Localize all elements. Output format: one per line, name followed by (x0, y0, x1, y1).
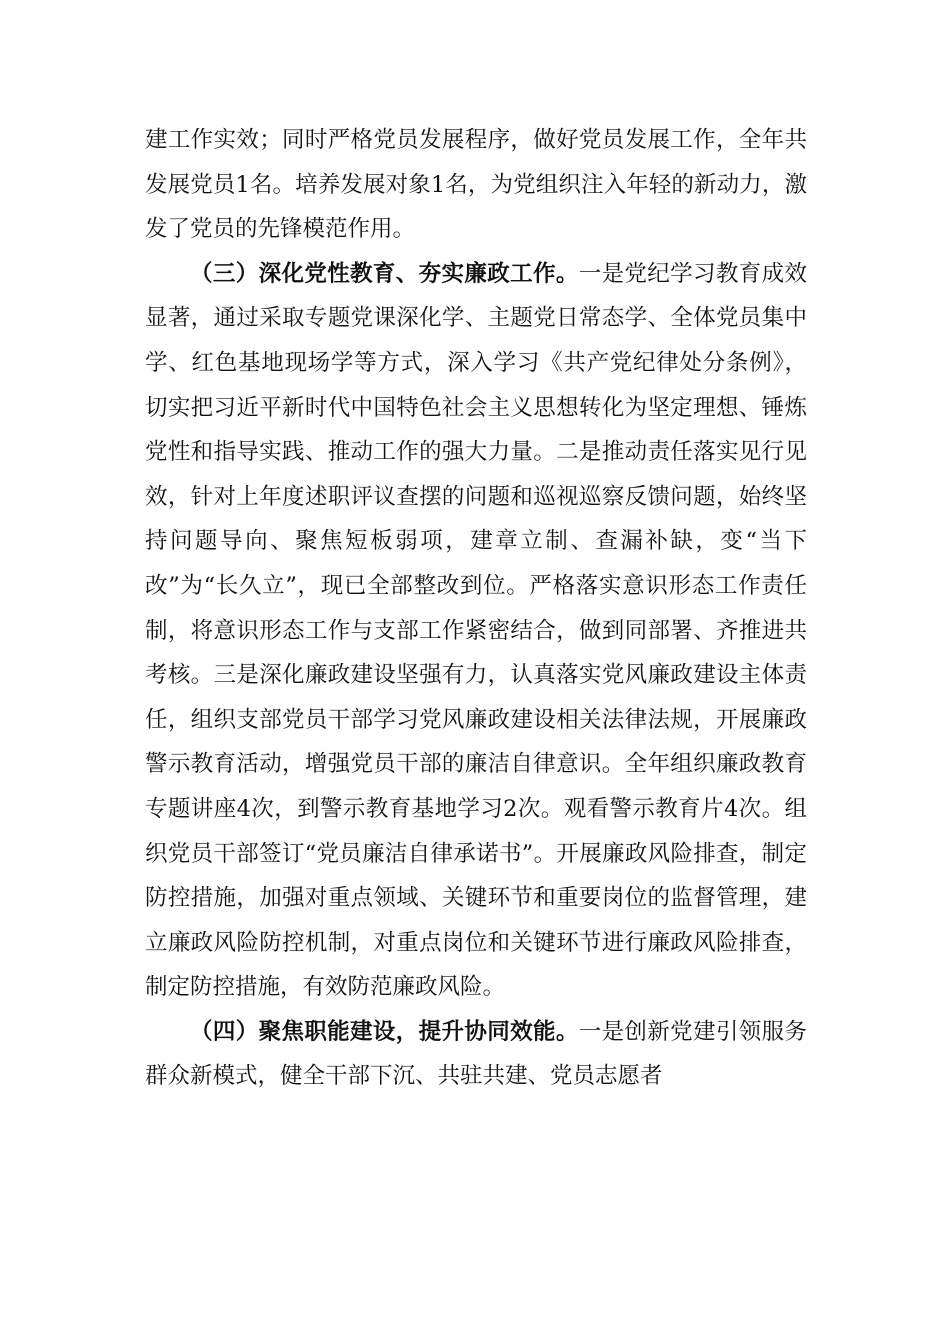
document-body (145, 118, 807, 1099)
paragraph-continued (145, 118, 807, 252)
section-4-text: 一是创新党建引领服务群众新模式，健全干部下沉、共驻共建、党员志愿者 (145, 1018, 807, 1090)
paragraph-section-3 (145, 252, 807, 1010)
section-3-heading: （三）深化党性教育、夯实廉政工作。 (190, 260, 579, 287)
paragraph-section-4 (145, 1010, 807, 1099)
section-4-heading: （四）聚焦职能建设，提升协同效能。 (190, 1018, 579, 1045)
paragraph-1-text: 建工作实效；同时严格党员发展程序，做好党员发展工作，全年共发展党员1名。培养发展对象1名，为党组织注入年轻的新动力，激发了党员的先锋模范作用。 (145, 127, 807, 243)
section-3-text: 一是党纪学习教育成效显著，通过采取专题党课深化学、主题党日常态学、全体党员集中学、红色基地现场学等方式，深入学习《共产党纪律处分条例》，切实把习近平新时代中国特色社会主义思想转化为坚定理想、锤炼党性和指导实践、推动工作的强大力量。二是推动责任落实见行见效，针对上年度述职评议查摆的问题和巡视巡察反馈问题，始终坚持问题导向、聚焦短板弱项，建章立制、查漏补缺，变“当下改”为“长久立”，现已全部整改到位。严格落实意识形态工作责任制，将意识形态工作与支部工作紧密结合，做到同部署、齐推进共考核。三是深化廉政建设坚强有力，认真落实党风廉政建设主体责任，组织支部党员干部学习党风廉政建设相关法律法规，开展廉政警示教育活动，增强党员干部的廉洁自律意识。全年组织廉政教育专题讲座4次，到警示教育基地学习2次。观看警示教育片4次。组织党员干部签订“党员廉洁自律承诺书”。开展廉政风险排查，制定防控措施，加强对重点领域、关键环节和重要岗位的监督管理，建立廉政风险防控机制，对重点岗位和关键环节进行廉政风险排查，制定防控措施，有效防范廉政风险。 (145, 260, 807, 1001)
